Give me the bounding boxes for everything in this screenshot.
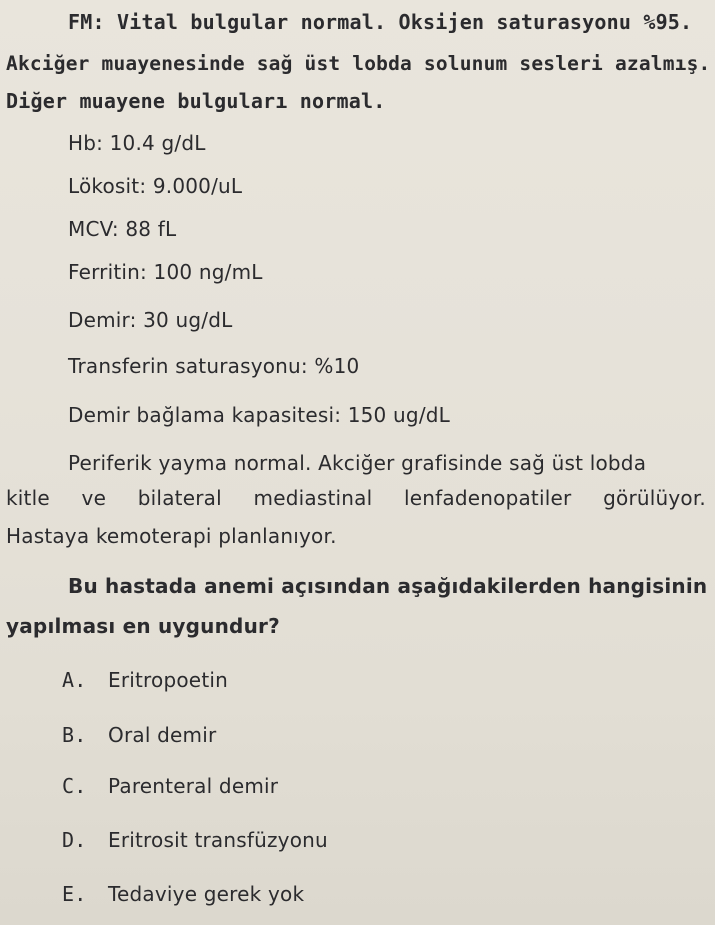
exam-line-2: Akciğer muayenesinde sağ üst lobda solunum sesleri azalmış. [6, 52, 711, 75]
lab-transferin-saturasyonu: Transferin saturasyonu: %10 [68, 354, 360, 378]
option-d[interactable] [62, 826, 328, 854]
option-d-text: Eritrosit transfüzyonu [108, 828, 328, 852]
question-line-2: yapılması en uygundur? [6, 614, 280, 638]
option-a-text: Eritropoetin [108, 668, 228, 692]
option-d-letter: D. [62, 828, 87, 852]
option-a-letter: A. [62, 668, 87, 692]
paragraph-line-2: kitle ve bilateral mediastinal lenfadenopatiler görülüyor. [6, 486, 706, 510]
option-c-letter: C. [62, 774, 87, 798]
paragraph-line-3: Hastaya kemoterapi planlanıyor. [6, 524, 337, 548]
lab-mcv: MCV: 88 fL [68, 217, 177, 241]
option-e[interactable] [62, 880, 304, 908]
option-b-letter: B. [62, 723, 87, 747]
option-b-text: Oral demir [108, 723, 217, 747]
option-a[interactable] [62, 666, 228, 694]
exam-line-3: Diğer muayene bulguları normal. [6, 89, 386, 113]
option-c-text: Parenteral demir [108, 774, 279, 798]
option-e-letter: E. [62, 882, 87, 906]
exam-line-1: FM: Vital bulgular normal. Oksijen saturasyonu %95. [68, 10, 693, 34]
lab-demir: Demir: 30 ug/dL [68, 308, 233, 332]
option-e-text: Tedaviye gerek yok [108, 882, 305, 906]
lab-demir-baglama-kapasitesi: Demir bağlama kapasitesi: 150 ug/dL [68, 403, 450, 427]
option-c[interactable] [62, 772, 278, 800]
option-b[interactable] [62, 721, 216, 749]
question-line-1: Bu hastada anemi açısından aşağıdakilerden hangisinin [68, 574, 708, 598]
lab-lokosit: Lökosit: 9.000/uL [68, 174, 243, 198]
lab-hb: Hb: 10.4 g/dL [68, 131, 206, 155]
lab-ferritin: Ferritin: 100 ng/mL [68, 260, 263, 284]
paragraph-line-1: Periferik yayma normal. Akciğer grafisinde sağ üst lobda [68, 451, 647, 475]
